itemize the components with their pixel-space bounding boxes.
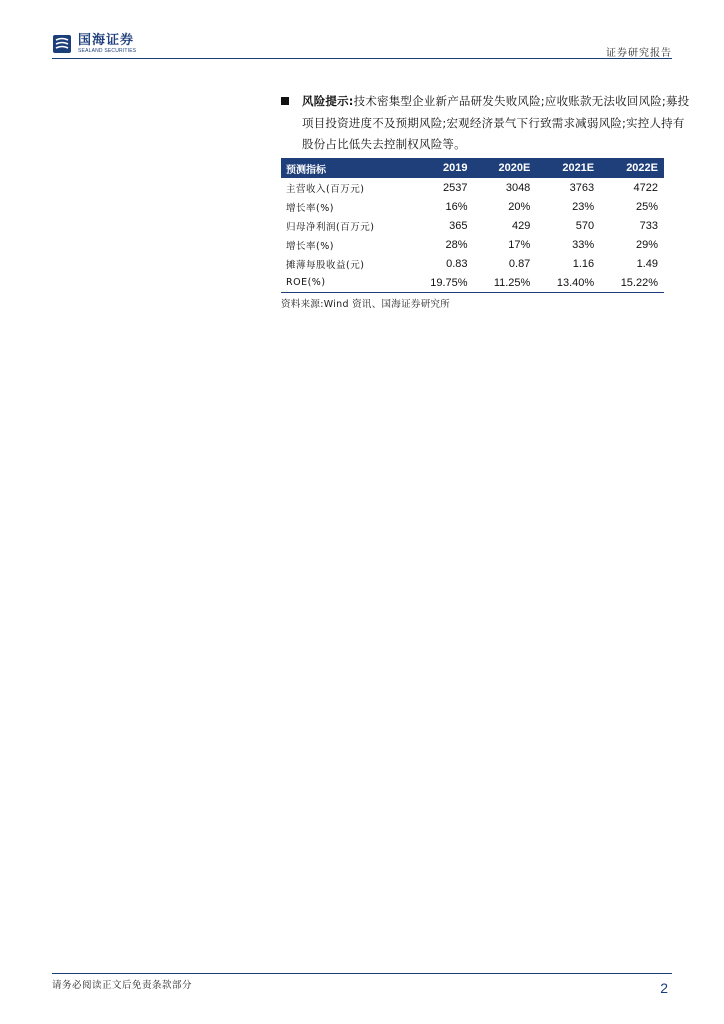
risk-body bbox=[281, 91, 693, 156]
table-cell: 20% bbox=[508, 200, 531, 213]
table-header-row bbox=[281, 158, 664, 178]
page-header bbox=[52, 30, 672, 58]
row-label: 摊薄每股收益(元) bbox=[286, 259, 365, 271]
table-cell: 2537 bbox=[443, 181, 468, 194]
table-cell: 1.49 bbox=[636, 257, 658, 270]
table-cell: 1.16 bbox=[572, 257, 595, 270]
table-cell: 4722 bbox=[633, 181, 658, 194]
row-label: 归母净利润(百万元) bbox=[286, 221, 375, 233]
table-cell: 25% bbox=[635, 200, 658, 213]
table-cell: 15.22% bbox=[600, 273, 664, 293]
page-number: 2 bbox=[660, 980, 668, 996]
table-cell: 19.75% bbox=[410, 273, 474, 293]
logo-name-en: SEALAND SECURITIES bbox=[78, 48, 137, 54]
table-row bbox=[281, 254, 664, 273]
column-header: 2019 bbox=[410, 158, 474, 178]
table-cell: 11.25% bbox=[474, 273, 537, 293]
row-label: 增长率(%) bbox=[286, 240, 334, 252]
risk-text: 技术密集型企业新产品研发失败风险;应收账款无法收回风险;募投项目投资进度不及预期风险;宏观经济景气下行致需求减弱风险;实控人持有股份占比低失去控制权风险等。 bbox=[302, 94, 690, 151]
table-row bbox=[281, 216, 664, 235]
table-cell: 3048 bbox=[505, 181, 531, 194]
column-header: 2022E bbox=[600, 158, 664, 178]
header-divider bbox=[52, 58, 672, 59]
row-label: ROE(%) bbox=[281, 273, 410, 293]
sealand-logo-icon bbox=[52, 34, 72, 54]
risk-warning bbox=[281, 91, 693, 156]
footer-divider bbox=[52, 973, 672, 974]
risk-title: 风险提示: bbox=[302, 94, 354, 108]
disclaimer-note: 请务必阅读正文后免责条款部分 bbox=[52, 980, 193, 991]
table-cell: 3763 bbox=[569, 181, 595, 194]
table-cell: 570 bbox=[575, 219, 595, 232]
row-label: 增长率(%) bbox=[286, 202, 334, 214]
forecast-table bbox=[281, 158, 664, 293]
table-cell: 23% bbox=[572, 200, 595, 213]
table-row bbox=[281, 273, 664, 293]
table-cell: 429 bbox=[511, 219, 531, 232]
table-row bbox=[281, 178, 664, 197]
table-cell: 16% bbox=[445, 200, 468, 213]
table-cell: 0.83 bbox=[446, 257, 468, 270]
column-header: 2021E bbox=[536, 158, 600, 178]
column-header: 2020E bbox=[474, 158, 537, 178]
table-cell: 0.87 bbox=[508, 257, 531, 270]
table-cell: 13.40% bbox=[536, 273, 600, 293]
table-cell: 733 bbox=[639, 219, 658, 232]
data-source-note: 资料来源:Wind 资讯、国海证券研究所 bbox=[281, 299, 451, 310]
table-cell: 365 bbox=[449, 219, 468, 232]
column-header: 预测指标 bbox=[281, 158, 410, 178]
square-bullet-icon bbox=[281, 97, 289, 105]
table-row bbox=[281, 235, 664, 254]
table-cell: 29% bbox=[635, 238, 658, 251]
table-cell: 28% bbox=[445, 238, 468, 251]
logo-name-cn: 国海证券 bbox=[78, 33, 135, 48]
table-cell: 17% bbox=[508, 238, 531, 251]
document-type: 证券研究报告 bbox=[606, 48, 672, 59]
row-label: 主营收入(百万元) bbox=[286, 183, 365, 195]
table-cell: 33% bbox=[572, 238, 595, 251]
logo-text bbox=[78, 34, 136, 54]
company-logo bbox=[52, 33, 136, 55]
table-row bbox=[281, 197, 664, 216]
